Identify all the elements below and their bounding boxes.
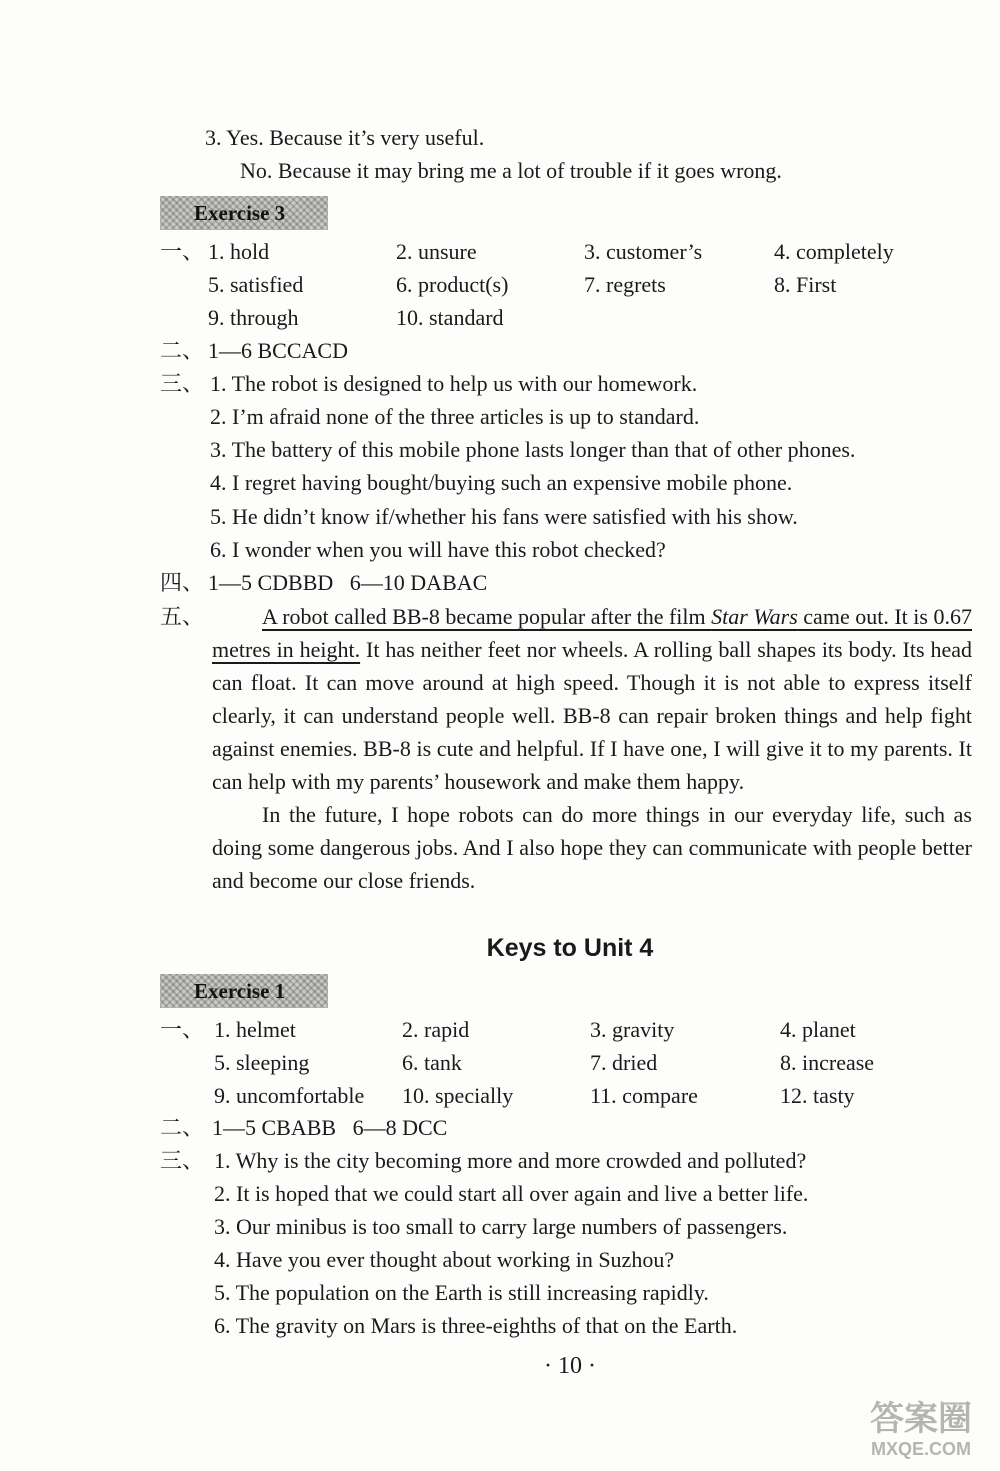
sentence: 5. The population on the Earth is still increasing rapidly. <box>214 1280 709 1305</box>
section-label: 二、 <box>160 1115 205 1140</box>
sentence: 2. It is hoped that we could start all over again and live a better life. <box>214 1181 809 1206</box>
answer-line: 3. Yes. Because it’s very useful. <box>205 125 485 150</box>
sentence: 3. Our minibus is too small to carry large numbers of passengers. <box>214 1214 788 1239</box>
vocab-item: 4. planet <box>780 1017 856 1042</box>
answer-key: 1—6 BCCACD <box>208 338 348 363</box>
section-label: 四、 <box>160 570 205 595</box>
vocab-item: 2. rapid <box>402 1017 470 1042</box>
vocab-item: 6. product(s) <box>396 272 509 297</box>
unit-title: Keys to Unit 4 <box>486 934 654 962</box>
vocab-item: 5. sleeping <box>214 1050 310 1075</box>
composition-paragraph: In the future, I hope robots can do more things in our everyday life, such as doing some dangerous jobs. And I also hope they can communicate with people better and become our close friends. <box>212 802 972 893</box>
watermark <box>856 1399 986 1459</box>
sentence: 4. Have you ever thought about working in Suzhou? <box>214 1247 675 1272</box>
sentence: 2. I’m afraid none of the three articles is up to standard. <box>210 404 700 429</box>
vocab-item: 2. unsure <box>396 239 477 264</box>
section-label: 三、 <box>160 371 205 396</box>
vocab-item: 3. customer’s <box>584 239 703 264</box>
sentence: 4. I regret having bought/buying such an expensive mobile phone. <box>210 470 793 495</box>
exercise-badge: Exercise 3 <box>160 196 328 230</box>
vocab-grid <box>214 1016 970 1110</box>
exercise-badge: Exercise 1 <box>160 974 328 1008</box>
vocab-item: 9. through <box>208 305 299 330</box>
vocab-item: 8. increase <box>780 1050 875 1075</box>
section-label: 五、 <box>160 604 205 629</box>
vocab-item: 1. hold <box>208 239 270 264</box>
composition-body: It has neither feet nor wheels. A rolling ball shapes its body. Its head can float. It can move around at high speed. Though it is not able to express itself clearly, it can understand people well. BB-8 can repair broken things and help fight against enemies. BB-8 is cute and helpful. If I have one, I will give it to my parents. It can help with my parents’ housework and make them happy. <box>212 637 972 794</box>
answer-key: 1—5 CDBBD 6—10 DABAC <box>208 570 488 595</box>
watermark-logo: 答案圈 <box>870 1400 972 1438</box>
sentence: 6. I wonder when you will have this robot checked? <box>210 537 666 562</box>
composition <box>212 600 972 897</box>
sentence: 5. He didn’t know if/whether his fans were satisfied with his show. <box>210 504 798 529</box>
sentence: 6. The gravity on Mars is three-eighths of that on the Earth. <box>214 1313 738 1338</box>
vocab-item: 9. uncomfortable <box>214 1083 365 1108</box>
vocab-item: 10. specially <box>402 1083 514 1108</box>
vocab-item: 5. satisfied <box>208 272 304 297</box>
watermark-site: MXQE.COM <box>870 1439 971 1459</box>
underlined-sentence: A robot called BB-8 became popular after the film <box>262 604 712 629</box>
sentence: 1. Why is the city becoming more and more crowded and polluted? <box>214 1148 807 1173</box>
sentence: 3. The battery of this mobile phone lasts longer than that of other phones. <box>210 437 856 462</box>
answer-line: No. Because it may bring me a lot of trouble if it goes wrong. <box>240 158 782 183</box>
section-label: 一、 <box>160 239 205 264</box>
vocab-item: 6. tank <box>402 1050 462 1075</box>
page-number: · 10 · <box>544 1353 596 1379</box>
vocab-grid <box>208 238 964 332</box>
vocab-item: 4. completely <box>774 239 894 264</box>
vocab-item: 7. dried <box>590 1050 658 1075</box>
vocab-item: 1. helmet <box>214 1017 296 1042</box>
section-label: 二、 <box>160 338 205 363</box>
vocab-item: 3. gravity <box>590 1017 675 1042</box>
section-label: 一、 <box>160 1017 205 1042</box>
vocab-item: 10. standard <box>396 305 504 330</box>
film-title: Star Wars <box>711 604 798 629</box>
vocab-item: 11. compare <box>590 1083 698 1108</box>
vocab-item: 8. First <box>774 272 837 297</box>
underlined-sentence: came out. It is 0.67 metres in height. <box>212 604 972 662</box>
section-label: 三、 <box>160 1148 205 1173</box>
sentence: 1. The robot is designed to help us with our homework. <box>210 371 698 396</box>
vocab-item: 7. regrets <box>584 272 666 297</box>
answer-key: 1—5 CBABB 6—8 DCC <box>212 1115 448 1140</box>
vocab-item: 12. tasty <box>780 1083 855 1108</box>
